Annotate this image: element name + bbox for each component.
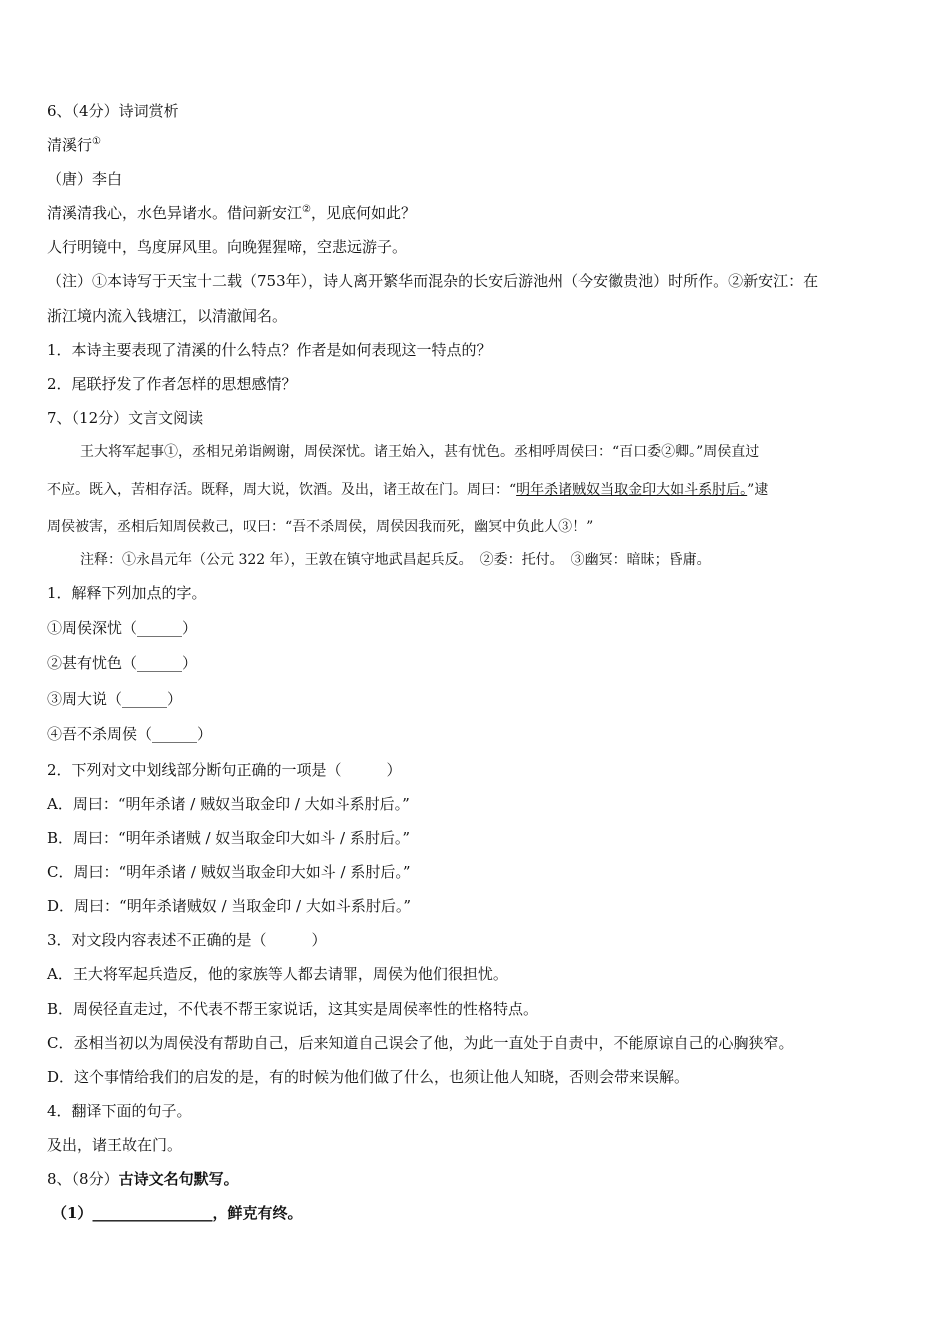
poem-title bbox=[47, 134, 101, 156]
q8-header-title: 古诗文名句默写。 bbox=[118, 1170, 239, 1188]
footnote-marker: ② bbox=[302, 204, 311, 215]
q8-header-number: 8、（8分） bbox=[47, 1170, 119, 1188]
sub1-item: ②甚有忧色（______） bbox=[47, 654, 198, 672]
poem-author: （唐）李白 bbox=[47, 170, 123, 188]
poem-line-1-b: ，见底何如此？ bbox=[310, 204, 416, 222]
sub3-option-b: B．周侯径直走过，不代表不帮王家说话，这其实是周侯率性的性格特点。 bbox=[47, 1000, 539, 1018]
passage-line-2-a: 不应。既入，苦相存活。既释，周大说，饮酒。及出，诸王故在门。周曰：“ bbox=[47, 482, 517, 498]
passage-line-1: 王大将军起事①，丞相兄弟诣阙谢，周侯深忧。诸王始入，甚有忧色。丞相呼周侯曰：“百口委②卿。”周侯直过 bbox=[80, 444, 760, 460]
sub1-item: ③周大说（______） bbox=[47, 690, 183, 708]
q6-header: 6、（4分）诗词赏析 bbox=[47, 102, 179, 120]
sub2-option-c: C．周曰：“明年杀诸 / 贼奴当取金印大如斗 / 系肘后。” bbox=[47, 863, 411, 881]
poem-title-text: 清溪行 bbox=[47, 136, 93, 154]
poem-line-1 bbox=[47, 202, 416, 224]
poem-line-1-a: 清溪清我心，水色异诸水。借问新安江 bbox=[47, 204, 303, 222]
fill-blank: ________________ bbox=[92, 1204, 213, 1222]
sub3-option-d: D．这个事情给我们的启发的是，有的时候为他们做了什么，也须让他人知晓，否则会带来误解。 bbox=[47, 1068, 690, 1086]
sub2-option-d: D．周曰：“明年杀诸贼奴 / 当取金印 / 大如斗系肘后。” bbox=[47, 897, 412, 915]
sub3-prompt: 3．对文段内容表述不正确的是（ ） bbox=[47, 931, 327, 949]
footnote-marker: ① bbox=[92, 136, 101, 147]
sub1-prompt: 1．解释下列加点的字。 bbox=[47, 584, 207, 602]
q8-item-1-number: （1） bbox=[52, 1204, 93, 1222]
sub2-prompt: 2．下列对文中划线部分断句正确的一项是（ ） bbox=[47, 761, 402, 779]
poem-line-2: 人行明镜中，鸟度屏风里。向晚猩猩啼，空悲远游子。 bbox=[47, 238, 408, 256]
sub1-item: ④吾不杀周侯（______） bbox=[47, 725, 213, 743]
sub3-option-c: C．丞相当初以为周侯没有帮助自己，后来知道自己误会了他，为此一直处于自责中，不能原谅自己的心胸狭窄。 bbox=[47, 1034, 794, 1052]
q7-header: 7、（12分）文言文阅读 bbox=[47, 409, 204, 427]
passage-line-3: 周侯被害，丞相后知周侯救己，叹曰：“吾不杀周侯，周侯因我而死，幽冥中负此人③！” bbox=[47, 519, 594, 535]
q8-item-1-text: ，鲜克有终。 bbox=[212, 1204, 303, 1222]
sub3-option-a: A．王大将军起兵造反，他的家族等人都去请罪，周侯为他们很担忧。 bbox=[47, 965, 508, 983]
passage-line-2-b: ”逮 bbox=[747, 482, 769, 498]
sub4-sentence: 及出，诸王故在门。 bbox=[47, 1136, 183, 1154]
poem-note-2: 浙江境内流入钱塘江，以清澈闻名。 bbox=[47, 307, 288, 325]
sub4-prompt: 4．翻译下面的句子。 bbox=[47, 1102, 192, 1120]
sub1-item: ①周侯深忧（______） bbox=[47, 619, 198, 637]
q6-question-2: 2．尾联抒发了作者怎样的思想感情？ bbox=[47, 375, 297, 393]
q8-item-1 bbox=[52, 1202, 302, 1224]
sub2-option-b: B．周曰：“明年杀诸贼 / 奴当取金印大如斗 / 系肘后。” bbox=[47, 829, 411, 847]
underlined-sentence: 明年杀诸贼奴当取金印大如斗系肘后。 bbox=[516, 482, 748, 498]
poem-note-1: （注）①本诗写于天宝十二载（753年），诗人离开繁华而混杂的长安后游池州（今安徽贵池）时所作。②新安江：在 bbox=[47, 272, 819, 290]
q6-question-1: 1．本诗主要表现了清溪的什么特点？作者是如何表现这一特点的？ bbox=[47, 341, 492, 359]
passage-notes: 注释：①永昌元年（公元 322 年），王敦在镇守地武昌起兵反。 ②委：托付。 ③幽冥：暗昧；昏庸。 bbox=[80, 552, 711, 568]
passage-line-2 bbox=[47, 479, 768, 501]
q8-header bbox=[47, 1168, 239, 1190]
sub2-option-a: A．周曰：“明年杀诸 / 贼奴当取金印 / 大如斗系肘后。” bbox=[47, 795, 410, 813]
